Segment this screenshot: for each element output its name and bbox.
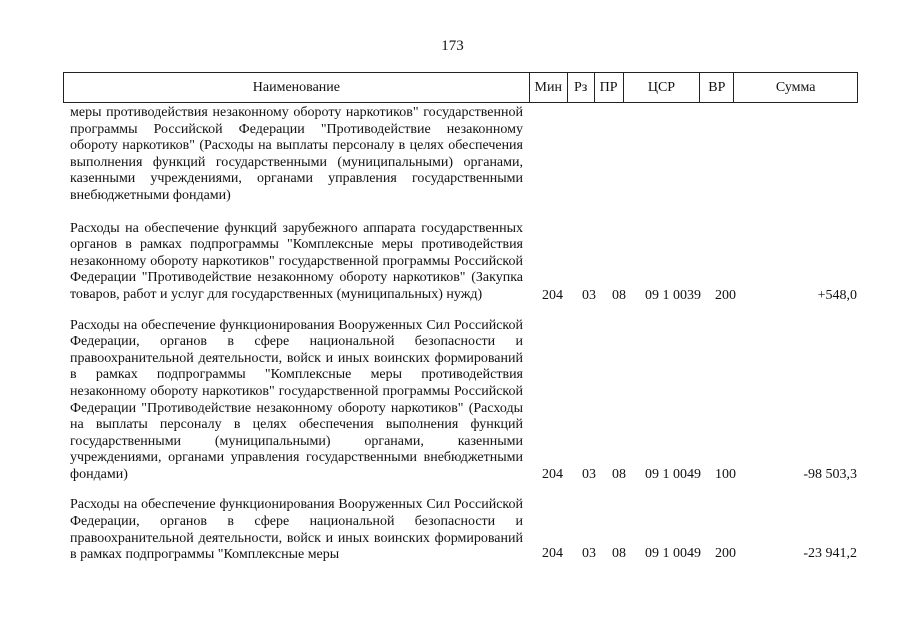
row-codes (70, 545, 860, 562)
cell-vr: 200 (715, 287, 736, 303)
cell-rz: 03 (582, 467, 596, 483)
row-description: Расходы на обеспечение функционирования Вооруженных Сил Российской Федерации, органов в сфере национальной безопасности и правоохранительной деятельности, войск и иных воинских формирований в рамках подпрограммы "Комплексные меры противодействия незаконному обороту наркотиков" государственной программы Российской Федерации "Противодействие незаконному обороту наркотиков" (Расходы на выплаты персоналу в целях обеспечения выполнения функций государственными (муниципальными) органами, казенными учреждениями, органами управления государственными внебюджетными фондами) (70, 317, 523, 482)
cell-vr: 100 (715, 467, 736, 483)
row-codes (70, 466, 860, 483)
cell-csr: 09 1 0049 (645, 545, 701, 561)
header-csr: ЦСР (624, 73, 701, 102)
page-number: 173 (441, 38, 464, 54)
cell-csr: 09 1 0049 (645, 467, 701, 483)
cell-sum: +548,0 (817, 287, 857, 303)
header-vr: ВР (700, 73, 734, 102)
header-sum: Сумма (775, 79, 816, 95)
header-min: Мин (530, 73, 568, 102)
cell-sum: -23 941,2 (803, 545, 857, 561)
table-row (70, 318, 860, 484)
cell-sum: -98 503,3 (803, 467, 857, 483)
header-pr: ПР (595, 73, 624, 102)
cell-pr: 08 (612, 545, 626, 561)
row-description: Расходы на обеспечение функций зарубежного аппарата государственных органов в рамках подпрограммы "Комплексные меры противодействия незаконному обороту наркотиков" государственной программы Российской Федерации "Противодействие незаконному обороту наркотиков" (Закупка товаров, работ и услуг для государственных (муниципальных) нужд) (70, 220, 523, 302)
table-row (70, 221, 860, 304)
cell-csr: 09 1 0039 (645, 287, 701, 303)
cell-vr: 200 (715, 545, 736, 561)
header-name: Наименование (64, 73, 530, 102)
cell-pr: 08 (612, 287, 626, 303)
table-row (70, 497, 860, 563)
row-description: Расходы на обеспечение функционирования Вооруженных Сил Российской Федерации, органов в сфере национальной безопасности и правоохранительной деятельности, войск и иных воинских формирований в рамках подпрограммы "Комплексные меры (70, 497, 523, 563)
cell-min: 204 (542, 467, 563, 483)
row-codes (70, 287, 860, 304)
table-row (70, 105, 860, 205)
cell-min: 204 (542, 287, 563, 303)
table-body (70, 103, 860, 564)
cell-rz: 03 (582, 545, 596, 561)
cell-rz: 03 (582, 287, 596, 303)
cell-min: 204 (542, 545, 563, 561)
row-description: меры противодействия незаконному обороту наркотиков" государственной программы Российской Федерации "Противодействие незаконному обороту наркотиков" (Расходы на выплаты персоналу в целях обеспечения выполнения функций государственными (муниципальными) органами, казенными учреждениями, органами управления государственными внебюджетными фондами) (70, 105, 523, 203)
table-header (63, 72, 858, 103)
header-rz: Рз (568, 73, 595, 102)
cell-pr: 08 (612, 467, 626, 483)
